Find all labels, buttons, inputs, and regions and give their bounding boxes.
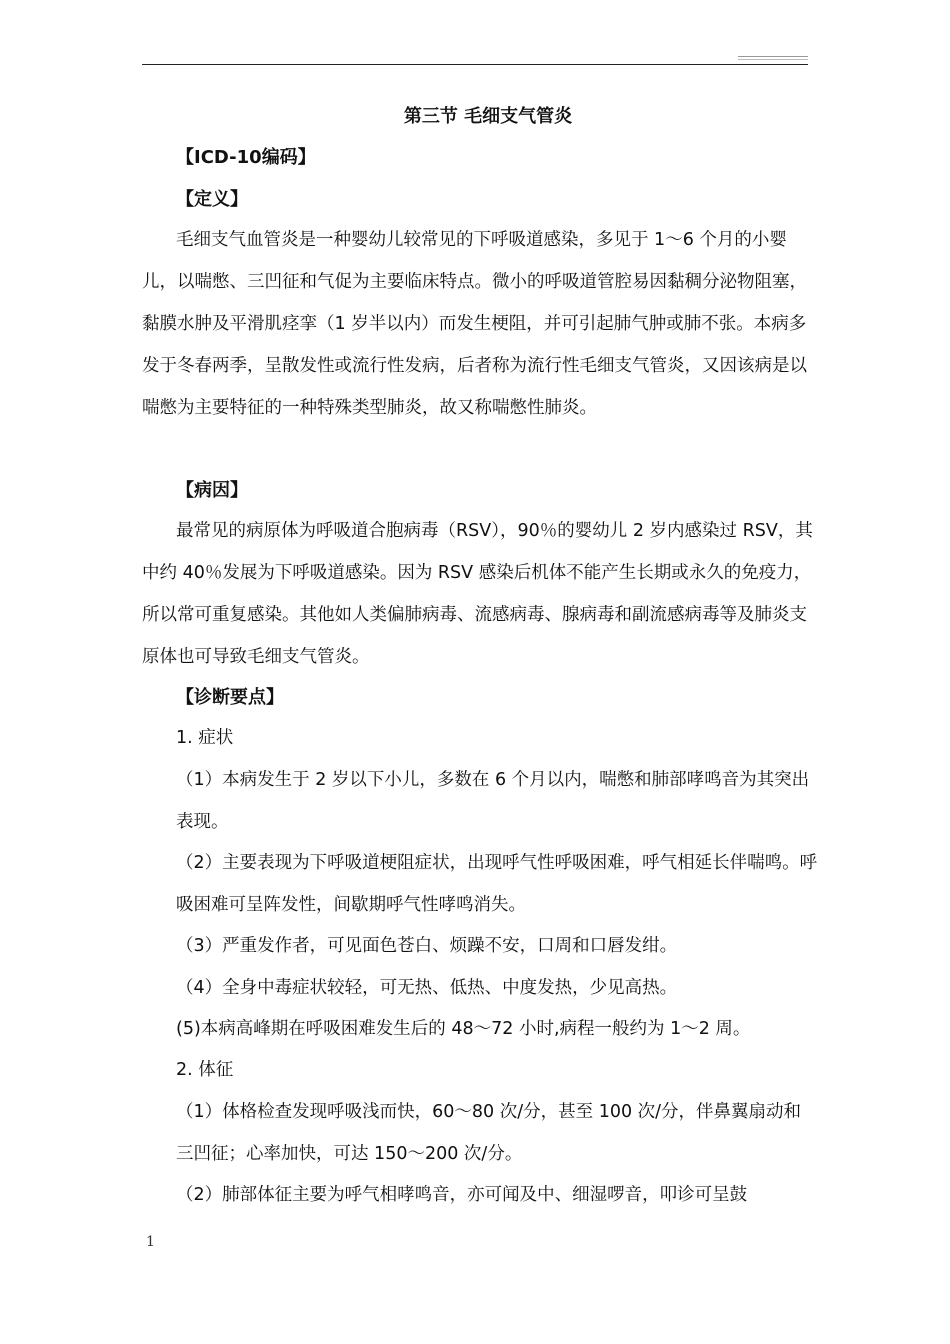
diagnosis-heading: 【诊断要点】: [176, 687, 284, 708]
section-title: 第三节 毛细支气管炎: [403, 106, 573, 127]
symptom-item: （2）主要表现为下呼吸道梗阻症状，出现呼气性呼吸困难，呼气相延长伴喘鸣。呼吸困难可呈阵发性，间歇期呼气性哮鸣消失。: [176, 853, 818, 915]
sign-item: （2）肺部体征主要为呼气相哮鸣音，亦可闻及中、细湿啰音，叩诊可呈鼓: [176, 1185, 748, 1205]
symptoms-label: 1. 症状: [176, 728, 234, 748]
etiology-paragraph: 最常见的病原体为呼吸道合胞病毒（RSV），90％的婴幼儿 2 岁内感染过 RSV，其中约 40％发展为下呼吸道感染。因为 RSV 感染后机体不能产生长期或永久的免疫力，所以常可重复感染。其他如人类偏肺病毒、流感病毒、腺病毒和副流感病毒等及肺炎支原体也可导致毛细支气管炎。: [142, 521, 813, 667]
symptom-item: （3）严重发作者，可见面色苍白、烦躁不安，口周和口唇发绀。: [176, 936, 678, 956]
header-rule: [142, 64, 808, 65]
sign-item: （1）体格检查发现呼吸浅而快，60～80 次/分，甚至 100 次/分，伴鼻翼扇动和三凹征；心率加快，可达 150～200 次/分。: [176, 1102, 802, 1164]
icd-heading: 【ICD-10编码】: [176, 147, 316, 168]
symptom-item: (5)本病高峰期在呼吸困难发生后的 48～72 小时,病程一般约为 1～2 周。: [176, 1019, 751, 1039]
symptom-item: （1）本病发生于 2 岁以下小儿，多数在 6 个月以内，喘憋和肺部哮鸣音为其突出表现。: [176, 770, 810, 832]
page-number: 1: [146, 1234, 155, 1250]
signs-label: 2. 体征: [176, 1060, 234, 1080]
definition-paragraph: 毛细支气血管炎是一种婴幼儿较常见的下呼吸道感染，多见于 1～6 个月的小婴儿，以喘憋、三凹征和气促为主要临床特点。微小的呼吸道管腔易因黏稠分泌物阻塞，黏膜水肿及平滑肌痉挛（1 岁半以内）而发生梗阻，并可引起肺气肿或肺不张。本病多发于冬春两季，呈散发性或流行性发病，后者称为流行性毛细支气管炎，又因该病是以喘憋为主要特征的一种特殊类型肺炎，故又称喘憋性肺炎。: [142, 230, 807, 418]
header-mark: [738, 59, 808, 60]
etiology-heading: 【病因】: [176, 480, 248, 501]
header-mark: [738, 56, 808, 57]
definition-heading: 【定义】: [176, 189, 248, 210]
symptom-item: （4）全身中毒症状较轻，可无热、低热、中度发热，少见高热。: [176, 978, 678, 998]
